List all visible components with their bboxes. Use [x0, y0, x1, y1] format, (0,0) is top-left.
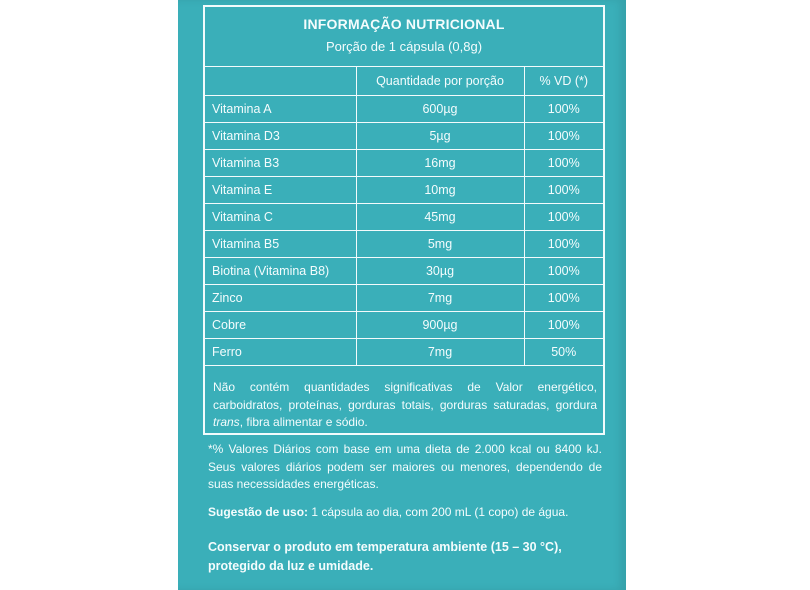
- table-row: [205, 285, 603, 312]
- nutrient-quantity: 16mg: [356, 150, 524, 177]
- nutrient-daily-value: 50%: [524, 339, 603, 366]
- usage-suggestion: [208, 505, 608, 519]
- nutrient-name: Vitamina C: [205, 204, 356, 231]
- nutrient-daily-value: 100%: [524, 177, 603, 204]
- nutrient-name: Vitamina B3: [205, 150, 356, 177]
- table-row: [205, 123, 603, 150]
- nutrient-daily-value: 100%: [524, 285, 603, 312]
- table-row: [205, 204, 603, 231]
- nutrient-name: Vitamina A: [205, 96, 356, 123]
- nutrient-quantity: 7mg: [356, 339, 524, 366]
- note-text-trans: trans: [213, 415, 240, 429]
- header-quantity: Quantidade por porção: [356, 67, 524, 96]
- not-significant-note: [213, 379, 597, 432]
- table-row: [205, 258, 603, 285]
- table-row: [205, 177, 603, 204]
- nutrient-name: Biotina (Vitamina B8): [205, 258, 356, 285]
- table-header-row: [205, 67, 603, 96]
- nutrient-quantity: 30µg: [356, 258, 524, 285]
- nutrient-daily-value: 100%: [524, 204, 603, 231]
- nutrient-quantity: 900µg: [356, 312, 524, 339]
- nutrient-name: Vitamina B5: [205, 231, 356, 258]
- header-blank: [205, 67, 356, 96]
- nutrient-quantity: 5µg: [356, 123, 524, 150]
- daily-value-footnote: *% Valores Diários com base em uma dieta de 2.000 kcal ou 8400 kJ. Seus valores diários podem ser maiores ou menores, dependendo de suas necessidades energéticas.: [208, 442, 602, 491]
- nutrient-name: Vitamina D3: [205, 123, 356, 150]
- table-row: [205, 339, 603, 366]
- nutrient-quantity: 10mg: [356, 177, 524, 204]
- nutrition-table: [205, 66, 603, 366]
- note-text-2: , fibra alimentar e sódio.: [239, 415, 368, 429]
- nutrient-daily-value: 100%: [524, 312, 603, 339]
- usage-text: 1 cápsula ao dia, com 200 mL (1 copo) de água.: [308, 505, 569, 519]
- usage-label: Sugestão de uso:: [208, 505, 309, 519]
- table-row: [205, 231, 603, 258]
- nutrient-daily-value: 100%: [524, 231, 603, 258]
- note-text-1: Não contém quantidades significativas de Valor energético, carboidratos, proteínas, gorduras totais, gorduras saturadas, gordura: [213, 380, 597, 412]
- nutrient-quantity: 7mg: [356, 285, 524, 312]
- table-row: [205, 312, 603, 339]
- nutrient-quantity: 45mg: [356, 204, 524, 231]
- nutrient-name: Vitamina E: [205, 177, 356, 204]
- nutrient-name: Cobre: [205, 312, 356, 339]
- table-row: [205, 150, 603, 177]
- nutrient-daily-value: 100%: [524, 258, 603, 285]
- storage-instructions: Conservar o produto em temperatura ambiente (15 – 30 °C), protegido da luz e umidade.: [208, 540, 562, 573]
- header-daily-value: % VD (*): [524, 67, 603, 96]
- portion-size: Porção de 1 cápsula (0,8g): [325, 39, 483, 54]
- nutrition-table-body: [205, 96, 603, 366]
- nutrient-quantity: 5mg: [356, 231, 524, 258]
- nutrient-name: Ferro: [205, 339, 356, 366]
- nutrient-name: Zinco: [205, 285, 356, 312]
- nutrition-facts-box: [203, 5, 605, 435]
- nutrition-title: INFORMAÇÃO NUTRICIONAL: [303, 16, 505, 32]
- table-row: [205, 96, 603, 123]
- nutrient-daily-value: 100%: [524, 150, 603, 177]
- nutrient-daily-value: 100%: [524, 96, 603, 123]
- nutrient-daily-value: 100%: [524, 123, 603, 150]
- nutrient-quantity: 600µg: [356, 96, 524, 123]
